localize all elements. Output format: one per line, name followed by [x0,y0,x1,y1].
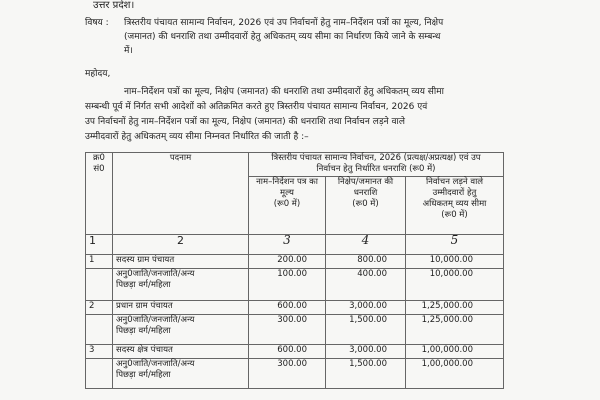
cell-limit: 1,25,000.00 [406,315,504,345]
column-number: 1 [86,235,113,255]
cell-limit: 10,000.00 [406,255,504,269]
subject-line-2: (जमानत) की धनराशि तथा उम्मीदवारों हेतु अधिकतम् व्यय सीमा का निर्धारण किये जाने के सम्बन्ध [124,32,441,42]
header-limit: निर्वाचन लड़ने वाले उम्मीदवारों हेतु अधिकतम् व्यय सीमा (रू0 में) [406,177,504,235]
header-group: त्रिस्तरीय पंचायत सामान्य निर्वाचन, 2026 (प्रत्यक्ष/अप्रत्यक्ष) एवं उप निर्वाचन हेतु निर्धारित धनराशि (रू0 में) [249,153,504,177]
table-header-row [86,153,504,177]
body-line-3: उप निर्वाचनों हेतु नाम–निर्देशन पत्रों का मूल्य, निक्षेप (जमानत) की धनराशि तथा निर्वाचन लड़ने वाले [85,117,405,127]
cell-deposit: 400.00 [326,269,406,301]
cell-sno [86,359,113,389]
subject-line-1: त्रिस्तरीय पंचायत सामान्य निर्वाचन, 2026 एवं उप निर्वाचनों हेतु नाम–निर्देशन पत्रों का मूल्य, निक्षेप [124,18,444,28]
subject-label: विषय : [85,18,109,28]
column-number: 4 [326,235,406,255]
table-row [86,255,504,269]
salutation: महोदय, [85,69,111,79]
cell-fee: 600.00 [249,345,326,359]
address-line: उत्तर प्रदेश। [93,0,135,11]
cell-limit: 1,00,000.00 [406,359,504,389]
cell-sno [86,315,113,345]
body-line-2: सम्बन्धी पूर्व में निर्गत सभी आदेशों को अतिक्रमित करते हुए त्रिस्तरीय पंचायत सामान्य निर्वाचन, 2026 एवं [85,102,428,112]
cell-deposit: 800.00 [326,255,406,269]
cell-post: प्रधान ग्राम पंचायत [113,301,249,315]
cell-fee: 200.00 [249,255,326,269]
cell-limit: 10,000.00 [406,269,504,301]
cell-fee: 300.00 [249,315,326,345]
body-line-1: नाम–निर्देशन पत्रों का मूल्य, निक्षेप (जमानत) की धनराशि तथा उम्मीदवारों हेतु अधिकतम् व्यय सीमा [124,87,444,97]
header-deposit: निक्षेप/जमानत की धनराशि (रू0 में) [326,177,406,235]
cell-fee: 300.00 [249,359,326,389]
cell-deposit: 3,000.00 [326,345,406,359]
cell-post: सदस्य ग्राम पंचायत [113,255,249,269]
cell-limit: 1,00,000.00 [406,345,504,359]
table-row [86,301,504,315]
column-number: 2 [113,235,249,255]
cell-post: अनु0जाति/जनजाति/अन्य पिछड़ा वर्ग/महिला [113,269,249,301]
cell-deposit: 1,500.00 [326,359,406,389]
body-line-4: उम्मीदवारों हेतु अधिकतम् व्यय सीमा निम्नवत निर्धारित की जाती है :– [85,132,309,142]
cell-fee: 600.00 [249,301,326,315]
cell-sno: 3 [86,345,113,359]
cell-sno: 2 [86,301,113,315]
amounts-table [85,152,504,389]
column-number: 5 [406,235,504,255]
header-fee: नाम–निर्देशन पत्र का मूल्य (रू0 में) [249,177,326,235]
cell-fee: 100.00 [249,269,326,301]
cell-deposit: 3,000.00 [326,301,406,315]
cell-sno: 1 [86,255,113,269]
table-row [86,269,504,301]
cell-sno [86,269,113,301]
cell-post: अनु0जाति/जनजाति/अन्य पिछड़ा वर्ग/महिला [113,315,249,345]
table-row [86,315,504,345]
subject-line-3: में। [124,46,133,56]
cell-limit: 1,25,000.00 [406,301,504,315]
header-post: पदनाम [113,153,249,235]
table-row [86,359,504,389]
table-row [86,345,504,359]
cell-post: सदस्य क्षेत्र पंचायत [113,345,249,359]
cell-post: अनु0जाति/जनजाति/अन्य पिछड़ा वर्ग/महिला [113,359,249,389]
header-sno: क्र0 सं0 [86,153,113,235]
column-number: 3 [249,235,326,255]
cell-deposit: 1,500.00 [326,315,406,345]
column-number-row [86,235,504,255]
